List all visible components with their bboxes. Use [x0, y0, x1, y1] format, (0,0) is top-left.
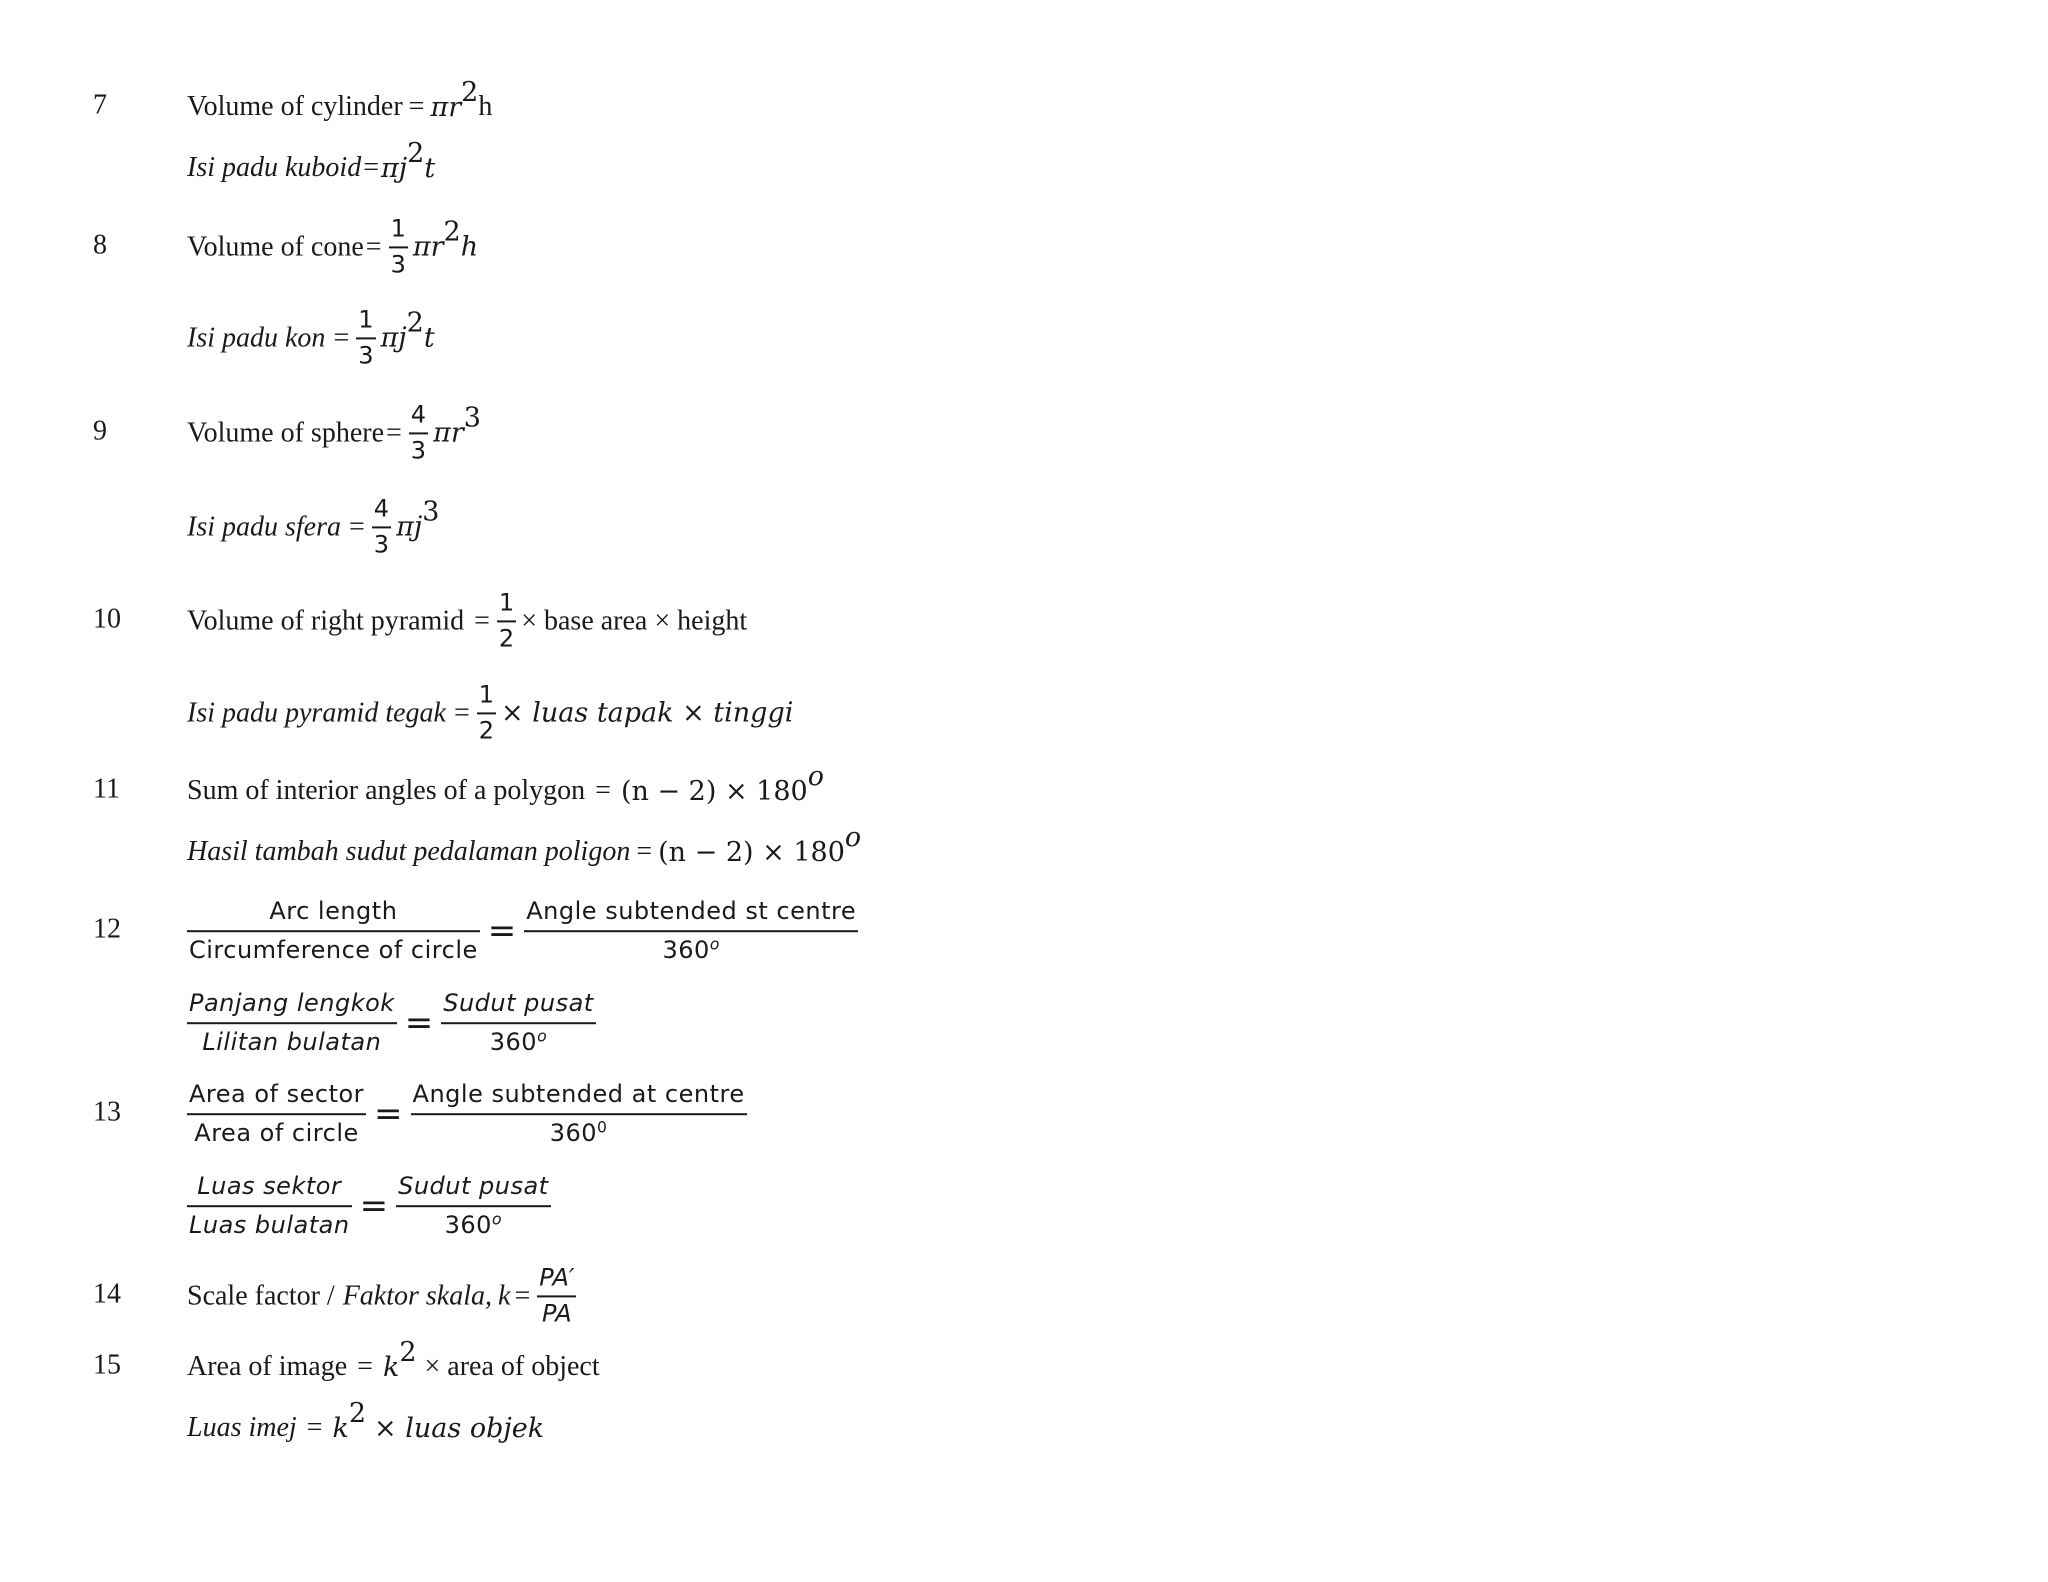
fraction-right: Sudut pusat 360$^o$ [443, 989, 594, 1056]
fraction-left: Panjang lengkok Lilitan bulatan [189, 989, 395, 1056]
item-number: 10 [93, 603, 121, 635]
fraction: $\frac{PA'}{PA}$ [539, 1263, 575, 1327]
fraction-left: Arc length Circumference of circle [189, 897, 478, 964]
fraction-right: Angle subtended at centre $360^0$ [412, 1080, 745, 1147]
fraction-left: Area of sector Area of circle [189, 1080, 365, 1147]
item-number: 7 [93, 89, 107, 121]
fraction: $\frac{1}{2}$ [498, 588, 515, 652]
item-number: 9 [93, 415, 107, 447]
fraction-right: Sudut pusat 360$^o$ [398, 1172, 549, 1239]
fraction: $\frac{1}{3}$ [358, 305, 374, 369]
formula-english: Area of sector Area of circle = Angle subtended at centre $360^0$ [189, 1080, 745, 1147]
formula-malay: Luas imej = $k^2$ × luas objek [187, 1397, 545, 1444]
formula-malay: Hasil tambah sudut pedalaman poligon = $(n - 2) \times 180^o$ [187, 821, 862, 868]
fraction-right: Angle subtended st centre 360$^o$ [526, 897, 857, 964]
fraction: $\frac{1}{2}$ [478, 680, 495, 744]
item-number: 13 [93, 1096, 121, 1128]
item-number: 12 [93, 913, 121, 945]
formula-malay: Isi padu kon = $\frac{1}{3}$ $\pi j^2t$ [187, 305, 435, 369]
formula-malay: Isi padu kuboid = $\pi j^2t$ [187, 137, 436, 184]
formula-english: Volume of cone = $\frac{1}{3}$ $\pi r^2h$ [187, 214, 479, 278]
formula-english: Volume of right pyramid = $\frac{1}{2}$ × base area × height [187, 588, 748, 652]
formula-english: Volume of cylinder = $\pi r^2$ h [187, 76, 493, 123]
item-number: 14 [93, 1278, 121, 1310]
fraction-left: Luas sektor Luas bulatan [189, 1172, 350, 1239]
formula-malay: Luas sektor Luas bulatan = Sudut pusat 360$^o$ [189, 1172, 549, 1239]
fraction: $\frac{1}{3}$ [390, 214, 406, 278]
fraction: $\frac{4}{3}$ [410, 400, 427, 464]
formula-english: Sum of interior angles of a polygon = $(n - 2) \times 180^o$ [187, 760, 824, 807]
item-number: 15 [93, 1349, 121, 1381]
fraction: $\frac{4}{3}$ [373, 494, 390, 558]
formula-english: Arc length Circumference of circle = Angle subtended st centre 360$^o$ [189, 897, 857, 964]
item-number: 8 [93, 229, 107, 261]
item-number: 11 [93, 773, 120, 805]
formula-malay: Panjang lengkok Lilitan bulatan = Sudut pusat 360$^o$ [189, 989, 594, 1056]
formula-bilingual: Scale factor / Faktor skala, k = $\frac{PA'}{PA}$ [187, 1263, 575, 1327]
formula-malay: Isi padu pyramid tegak = $\frac{1}{2}$ × luas tapak × tinggi [187, 680, 794, 744]
formula-english: Volume of sphere = $\frac{4}{3}$ $\pi r^3$ [187, 400, 481, 464]
formula-malay: Isi padu sfera = $\frac{4}{3}$ $\pi j^3$ [187, 494, 440, 558]
formula-english: Area of image = $k^2$ × area of object [187, 1336, 600, 1383]
